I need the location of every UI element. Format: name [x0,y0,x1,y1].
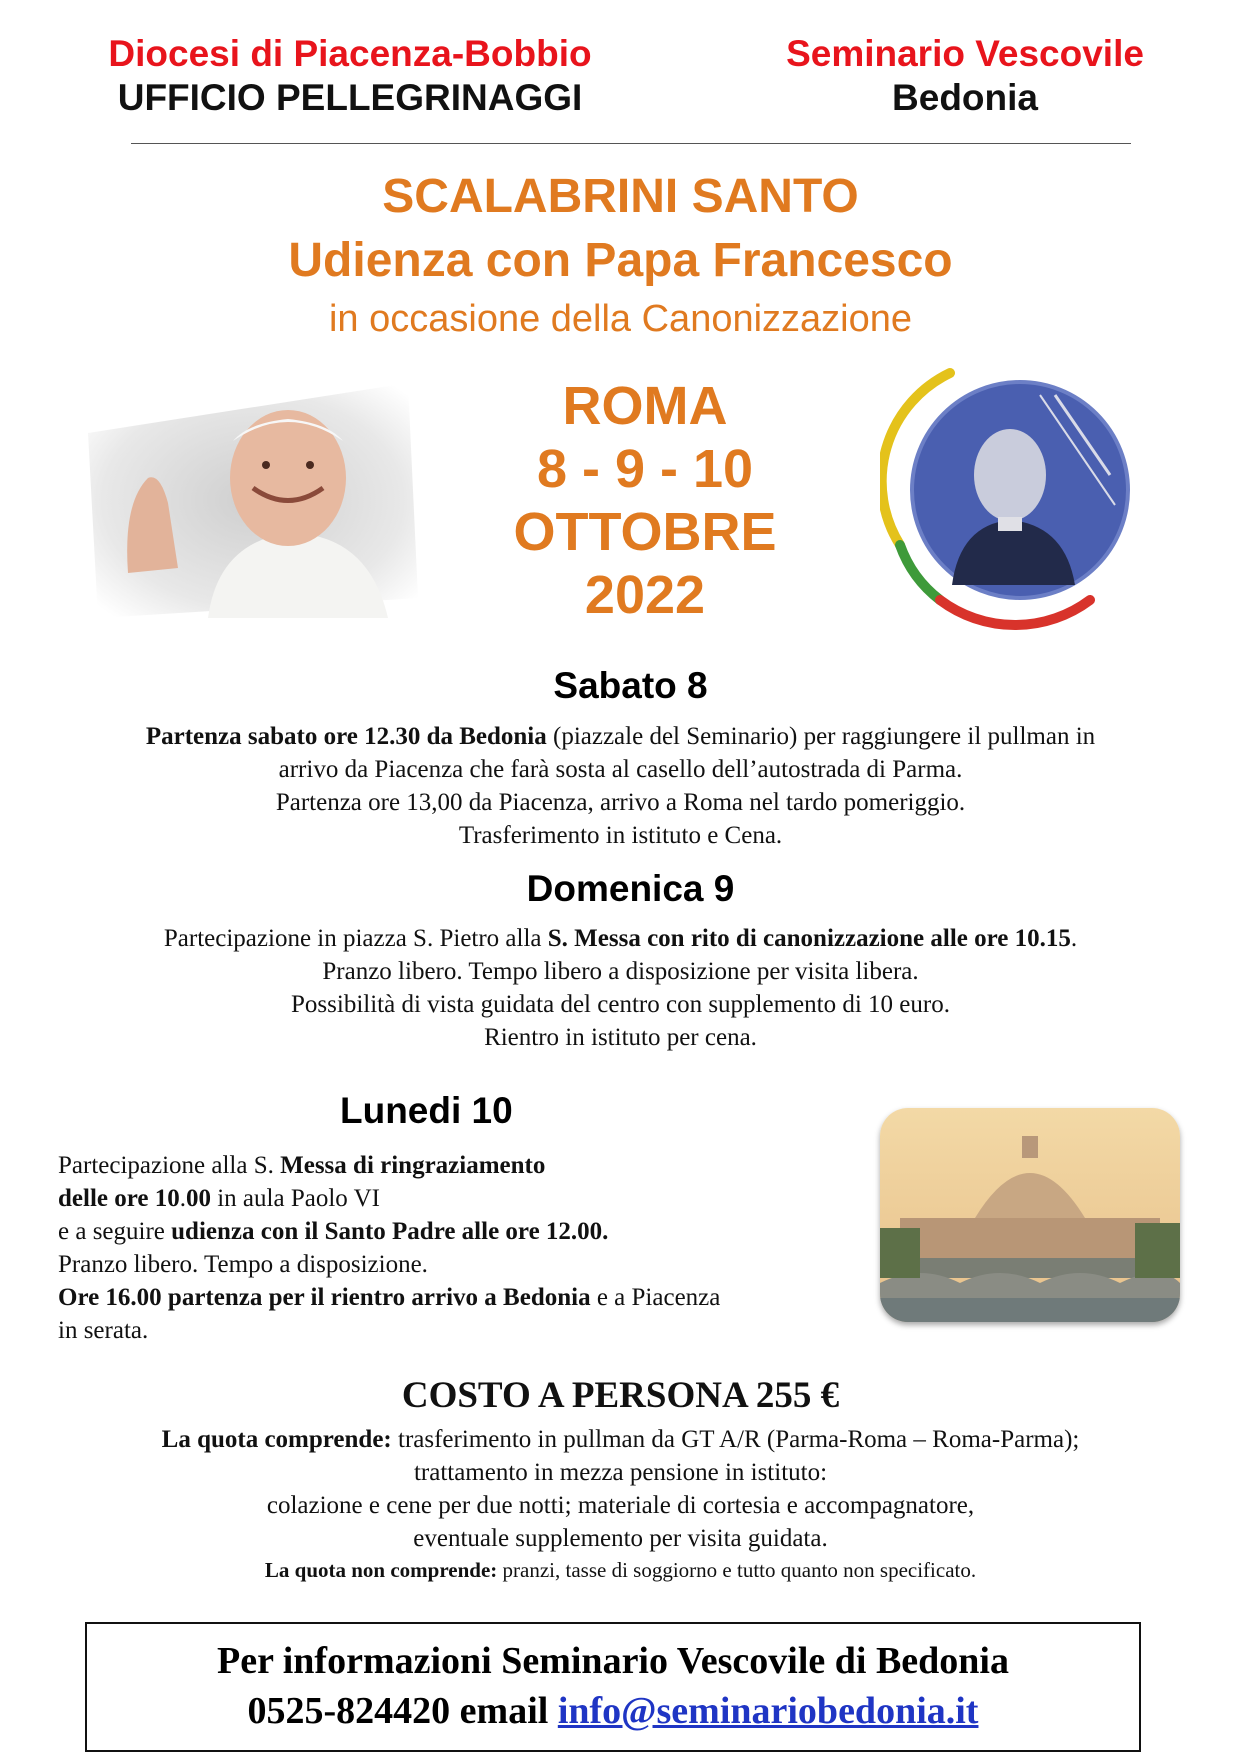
pope-photo [88,383,418,618]
event-year: 2022 [584,565,706,625]
sat-line-3: Partenza ore 13,00 da Piacenza, arrivo a Roma nel tardo pomeriggio. [275,789,966,816]
cost-includes-line-1: La quota comprende: trasferimento in pullman da GT A/R (Parma-Roma – Roma-Parma); [161,1426,1080,1453]
info-line-1: Per informazioni Seminario Vescovile di Bedonia [216,1640,1009,1682]
event-city: ROMA [562,376,728,436]
mon-line-3: e a seguire udienza con il Santo Padre alle ore 12.00. [58,1218,609,1245]
email-link[interactable]: info@seminariobedonia.it [557,1690,979,1732]
scalabrini-logo [880,355,1140,630]
info-line-2 [87,1686,1139,1736]
info-phone: 0525-824420 email [247,1690,558,1732]
cost-heading: COSTO A PERSONA 255 € [401,1375,840,1416]
sun-line-1: Partecipazione in piazza S. Pietro alla S. Messa con rito di canonizzazione alle ore 10.15. [163,925,1078,952]
mon-line-2: delle ore 10.00 in aula Paolo VI [58,1185,380,1212]
sat-line-1: Partenza sabato ore 12.30 da Bedonia (piazzale del Seminario) per raggiungere il pullman in [145,723,1096,750]
sat-line-4: Trasferimento in istituto e Cena. [458,822,783,849]
event-occasion: in occasione della Canonizzazione [328,298,913,340]
header-divider [131,143,1131,144]
sat-heading: Sabato 8 [553,665,708,706]
seminary-title: Seminario Vescovile [786,33,1144,74]
seminary-subtitle: Bedonia [892,77,1038,118]
cost-excludes: La quota non comprende: pranzi, tasse di soggiorno e tutto quanto non specificato. [264,1558,977,1582]
event-title: SCALABRINI SANTO [382,170,859,223]
cost-includes-line-4: eventuale supplemento per visita guidata. [413,1525,828,1552]
sat-line-2: arrivo da Piacenza che farà sosta al casello dell’autostrada di Parma. [278,756,963,783]
mon-line-6: in serata. [58,1317,149,1344]
mon-heading: Lunedi 10 [340,1090,513,1131]
diocese-title: Diocesi di Piacenza-Bobbio [108,33,592,74]
mon-line-1: Partecipazione alla S. Messa di ringraziamento [58,1152,546,1179]
event-month: OTTOBRE [513,502,777,562]
sun-line-3: Possibilità di vista guidata del centro con supplemento di 10 euro. [291,991,950,1018]
event-days: 8 - 9 - 10 [536,439,754,499]
mon-line-4: Pranzo libero. Tempo a disposizione. [58,1251,428,1278]
event-subtitle: Udienza con Papa Francesco [288,234,953,287]
sun-line-2: Pranzo libero. Tempo libero a disposizione per visita libera. [322,958,919,985]
cost-includes-line-3: colazione e cene per due notti; materiale di cortesia e accompagnatore, [266,1492,975,1519]
sun-line-4: Rientro in istituto per cena. [484,1024,757,1051]
mon-line-5: Ore 16.00 partenza per il rientro arrivo a Bedonia e a Piacenza [58,1284,721,1311]
office-subtitle: UFFICIO PELLEGRINAGGI [117,77,583,118]
st-peters-photo [880,1108,1180,1322]
info-box [85,1622,1141,1752]
cost-includes-line-2: trattamento in mezza pensione in istituto: [413,1459,828,1486]
sun-heading: Domenica 9 [526,868,735,909]
